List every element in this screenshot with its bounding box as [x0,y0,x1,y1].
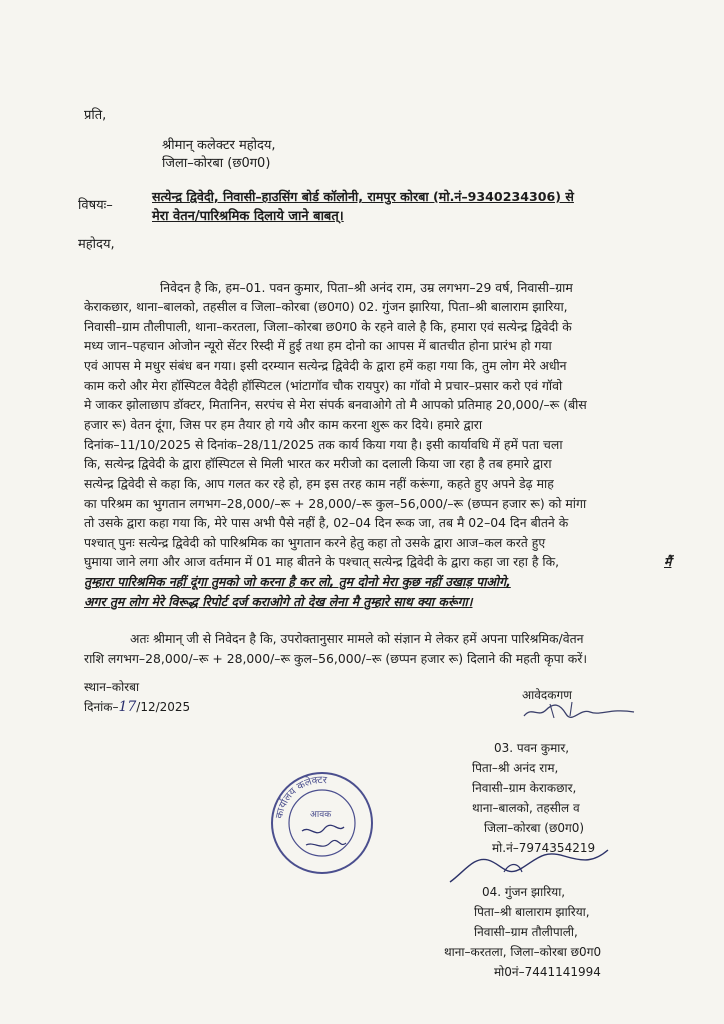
closing-line1: अतः श्रीमान् जी से निवेदन है कि, उपरोक्तानुसार मामले को संज्ञान मे लेकर हमें अपना पारिश्रमिक/वेतन [130,631,584,647]
applicant1-line: निवासी–ग्राम केराकछार, [472,781,577,795]
subject-line1: सत्येन्द्र द्विवेदी, निवासी–हाउसिंग बोर्ड कॉलोनी, रामपुर कोरबा (मो.नं–9340234306) से [152,189,574,204]
date-line [84,700,190,715]
applicants-label: आवेदकगण [522,688,572,702]
received-stamp [268,769,376,877]
applicant2-line: 04. गुंजन झारिया, [482,885,566,899]
applicant2-line: पिता–श्री बालाराम झारिया, [474,905,590,919]
emphasis-line1: तुम्हारा पारिश्रमिक नहीं दूंगा तुमको जो करना है कर लो, तुम दोनो मेरा कुछ नहीं उखाड़ पाओगे, [84,574,511,590]
body-line: मे जाकर झोलाछाप डॉक्टर, मितानिन, सरपंच से मेरा संपर्क बनवाओगे तो मै आपको प्रतिमाह 20,000/–रू (बीस [84,397,587,413]
applicant1-line: मो.नं–7974354219 [492,841,596,855]
place: स्थान–कोरबा [84,680,140,694]
signature-1 [520,698,640,724]
addressee-line1: श्रीमान् कलेक्टर महोदय, [162,138,276,153]
date-rest: /12/2025 [136,700,191,714]
body-line: निवेदन है कि, हम–01. पवन कुमार, पिता–श्री अनंद राम, उम्र लगभग–29 वर्ष, निवासी–ग्राम [160,280,573,296]
date-label: दिनांक– [84,700,119,714]
body-line: काम करो और मेरा हॉस्पिटल वैदेही हॉस्पिटल (भांटागॉव चौक रायपुर) का गॉवो मे प्रचार–प्रसार करो एवं गॉवो [84,378,563,394]
date-handwritten: 17 [118,699,137,715]
body-line: एवं आपस मे मधुर संबंध बन गया। इसी दरम्यान सत्येन्द्र द्विवेदी के द्वारा हमें कहा गया कि, तुम लोग मेरे अधीन [84,358,567,374]
body-line: दिनांक–11/10/2025 से दिनांक–28/11/2025 तक कार्य किया गया है। इसी कार्यावधि में हमें पता चला [84,437,563,453]
body-line: हजार रू) वेतन दूंगा, जिस पर हम तैयार हो गये और काम करना शुरू कर दिये। हमारे द्वारा [84,417,483,433]
signature-2 [444,842,614,888]
applicant1-line: थाना–बालको, तहसील व [472,801,580,815]
body-line: का परिश्रम का भुगतान लगभग–28,000/–रू + 28,000/–रू कुल–56,000/–रू (छप्पन हजार रू) को मांगा [84,496,587,512]
stamp-inner-text: आवक [310,810,332,820]
closing-line2: राशि लगभग–28,000/–रू + 28,000/–रू कुल–56,000/–रू (छप्पन हजार रू) दिलाने की महती कृपा करें। [84,651,588,667]
stamp-text: कार्यालय कलेक्टर [274,774,328,820]
body-line: सत्येन्द्र द्विवेदी से कहा कि, आप गलत कर रहे हो, हम इस तरह काम नहीं करूंगा, कहते हुए अपने डेढ़ माह [84,476,554,492]
applicant2-line: थाना–करतला, जिला–कोरबा छ0ग0 [444,945,602,959]
applicant1-line: पिता–श्री अनंद राम, [472,761,559,775]
applicant2-line: मो0नं–7441141994 [494,965,601,979]
body-line: घुमाया जाने लगा और आज वर्तमान में 01 माह बीतने के पश्चात् सत्येन्द्र द्विवेदी के द्वारा कहा जा रहा है कि, [84,554,560,570]
body-line: केराकछार, थाना–बालको, तहसील व जिला–कोरबा (छ0ग0) 02. गुंजन झारिया, पिता–श्री बालाराम झारिया, [84,299,568,315]
applicant1-line: जिला–कोरबा (छ0ग0) [484,821,585,835]
body-line: निवासी–ग्राम तौलीपाली, थाना–करतला, जिला–कोरबा छ0ग0 के रहने वाले है कि, हमारा एवं सत्येन्द्र द्विवेदी के [84,319,572,335]
body-line: कि, सत्येन्द्र द्विवेदी के द्वारा हॉस्पिटल से मिली भारत कर मरीजो का दलाली किया जा रहा है तब हमारे द्वारा [84,456,552,472]
body-line: मध्य जान–पहचान ओजोन न्यूरो सेंटर रिस्दी में हुई तथा हम दोनो का आपस में बातचीत होना प्रारंभ हो गया [84,338,552,354]
body-emph-tail: मैं [664,554,672,570]
subject-line2: मेरा वेतन/पारिश्रमिक दिलाये जाने बाबत्। [152,209,344,224]
greeting: महोदय, [78,237,115,252]
body-line: तो उसके द्वारा कहा गया कि, मेरे पास अभी पैसे नहीं है, 02–04 दिन रूक जा, तब मै 02–04 दिन बीतने के [84,515,569,531]
subject-label: विषयः– [78,198,113,213]
body-line: पश्चात् पुनः सत्येन्द्र द्विवेदी को पारिश्रमिक का भुगतान करने हेतु कहा तो उसके द्वारा आज–कल करते हुए [84,535,546,551]
addressee-line2: जिला–कोरबा (छ0ग0) [162,156,271,171]
emphasis-line2: अगर तुम लोग मेरे विरूद्ध रिपोर्ट दर्ज कराओगे तो देख लेना मै तुम्हारे साथ क्या करूंगा। [84,594,473,610]
applicant2-line: निवासी–ग्राम तौलीपाली, [474,925,578,939]
applicant1-line: 03. पवन कुमार, [494,741,570,755]
salutation-to: प्रति, [84,108,107,123]
